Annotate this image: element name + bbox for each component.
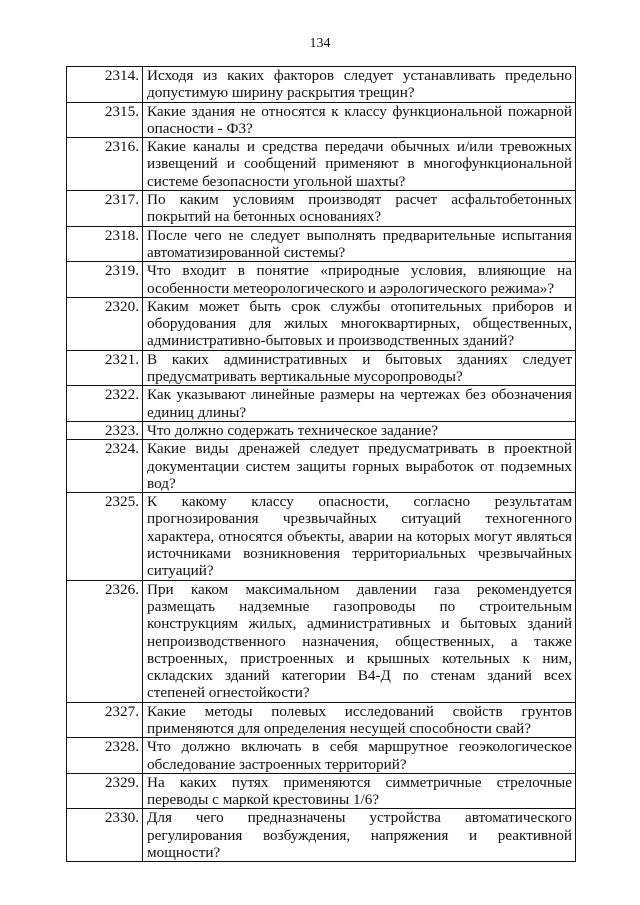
- page-number: 134: [309, 36, 331, 51]
- question-number: 2323.: [67, 421, 143, 439]
- question-row: [67, 386, 576, 422]
- question-row: [67, 773, 576, 809]
- question-number: 2324.: [67, 440, 143, 493]
- question-number: 2320.: [67, 297, 143, 350]
- question-number: 2326.: [67, 580, 143, 702]
- question-text: К какому классу опасности, согласно результатам прогнозирования чрезвычайных ситуаций техногенного характера, относятся объекты, аварии на которых могут являться источниками возникновения территориальных чрезвычайных ситуаций?: [143, 493, 576, 580]
- question-text: Что должно включать в себя маршрутное геоэкологическое обследование застроенных территорий?: [143, 738, 576, 774]
- question-number: 2325.: [67, 493, 143, 580]
- question-text: Исходя из каких факторов следует устанавливать предельно допустимую ширину раскрытия трещин?: [143, 67, 576, 103]
- question-text: Каким может быть срок службы отопительных приборов и оборудования для жилых многоквартирных, общественных, административно-бытовых и производственных зданий?: [143, 297, 576, 350]
- question-text: После чего не следует выполнять предварительные испытания автоматизированной системы?: [143, 226, 576, 262]
- question-text: Для чего предназначены устройства автоматического регулирования возбуждения, напряжения и реактивной мощности?: [143, 809, 576, 862]
- question-number: 2319.: [67, 262, 143, 298]
- question-row: [67, 191, 576, 227]
- question-row: [67, 67, 576, 103]
- question-text: Какие каналы и средства передачи обычных и/или тревожных извещений и сообщений применяют в многофункциональной системе безопасности угольной шахты?: [143, 138, 576, 191]
- question-text: При каком максимальном давлении газа рекомендуется размещать надземные газопроводы по строительным конструкциям жилых, административных и бытовых зданий непроизводственного назначения, общественных, а также встроенных, пристроенных и крышных котельных к ним, складских зданий категории В4-Д по стенам зданий всех степеней огнестойкости?: [143, 580, 576, 702]
- question-row: [67, 297, 576, 350]
- question-row: [67, 493, 576, 580]
- question-row: [67, 350, 576, 386]
- question-row: [67, 421, 576, 439]
- question-text: Как указывают линейные размеры на чертежах без обозначения единиц длины?: [143, 386, 576, 422]
- question-number: 2328.: [67, 738, 143, 774]
- question-text: Какие виды дренажей следует предусматривать в проектной документации систем защиты горных выработок от подземных вод?: [143, 440, 576, 493]
- question-number: 2329.: [67, 773, 143, 809]
- question-number: 2322.: [67, 386, 143, 422]
- question-text: Какие методы полевых исследований свойств грунтов применяются для определения несущей способности свай?: [143, 702, 576, 738]
- questions-table: [66, 66, 576, 862]
- question-number: 2327.: [67, 702, 143, 738]
- question-number: 2318.: [67, 226, 143, 262]
- question-text: Какие здания не относятся к классу функциональной пожарной опасности - Ф3?: [143, 102, 576, 138]
- question-text: Что входит в понятие «природные условия, влияющие на особенности метеорологического и аэрологического режима»?: [143, 262, 576, 298]
- question-row: [67, 702, 576, 738]
- question-text: Что должно содержать техническое задание?: [143, 421, 576, 439]
- question-row: [67, 809, 576, 862]
- question-number: 2330.: [67, 809, 143, 862]
- question-number: 2317.: [67, 191, 143, 227]
- question-number: 2315.: [67, 102, 143, 138]
- questions-table-body: [67, 67, 576, 862]
- question-text: На каких путях применяются симметричные стрелочные переводы с маркой крестовины 1/6?: [143, 773, 576, 809]
- question-row: [67, 138, 576, 191]
- question-row: [67, 226, 576, 262]
- question-row: [67, 440, 576, 493]
- question-row: [67, 262, 576, 298]
- question-row: [67, 738, 576, 774]
- question-row: [67, 580, 576, 702]
- question-text: По каким условиям производят расчет асфальтобетонных покрытий на бетонных основаниях?: [143, 191, 576, 227]
- question-row: [67, 102, 576, 138]
- question-number: 2316.: [67, 138, 143, 191]
- question-number: 2321.: [67, 350, 143, 386]
- question-text: В каких административных и бытовых зданиях следует предусматривать вертикальные мусоропроводы?: [143, 350, 576, 386]
- question-number: 2314.: [67, 67, 143, 103]
